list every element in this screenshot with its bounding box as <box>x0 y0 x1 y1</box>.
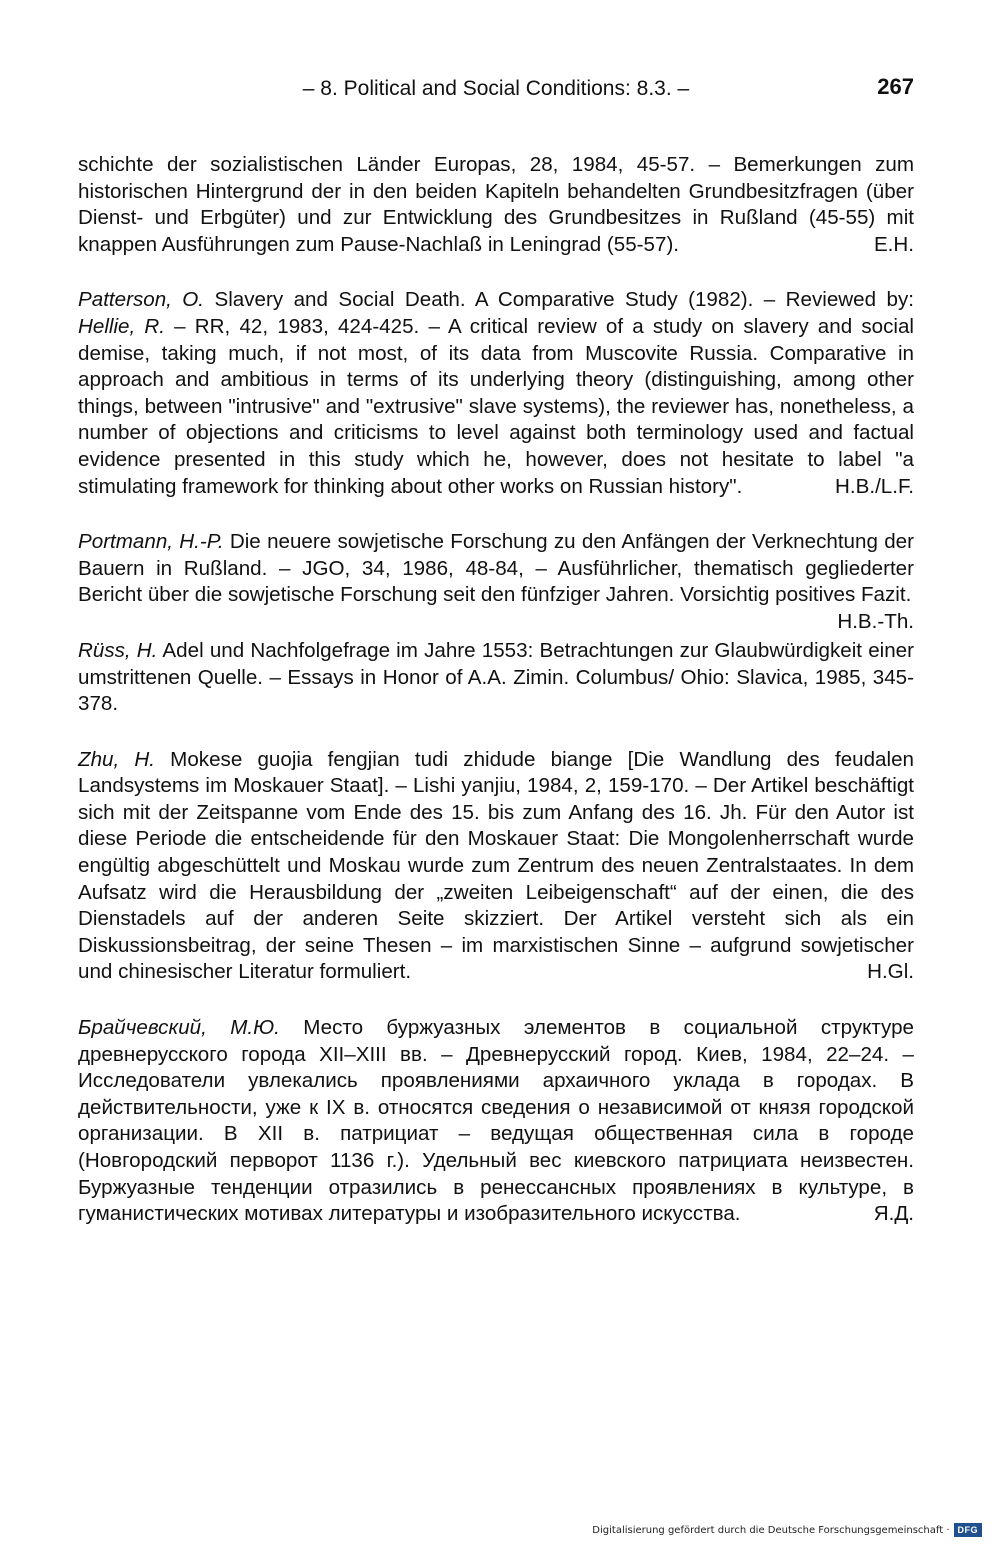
bibliography-entry <box>78 747 914 986</box>
bibliography-entry <box>78 152 914 258</box>
entry-text: Adel und Nachfolgefrage im Jahre 1553: Betrachtungen zur Glaubwürdigkeit einer umstrittenen Quelle. – Essays in Honor of A.A. Zimin. Columbus/ Ohio: Slavica, 1985, 345-378. <box>78 638 914 716</box>
bibliography-entry <box>78 529 914 633</box>
entry-author: Zhu, H. <box>78 747 155 771</box>
reviewer-initials: H.B.-Th. <box>837 609 914 633</box>
entry-text: Slavery and Social Death. A Comparative Study (1982). – Reviewed by: <box>204 288 914 312</box>
reviewer-initials: H.Gl. <box>867 960 914 984</box>
entry-author: Patterson, O. <box>78 288 205 312</box>
running-head: – 8. Political and Social Conditions: 8.3. – <box>302 77 690 100</box>
reviewer-initials: H.B./L.F. <box>835 474 914 498</box>
credit-text: Digitalisierung gefördert durch die Deutsche Forschungsgemeinschaft · <box>592 1524 950 1536</box>
entry-author: Rüss, H. <box>78 638 158 662</box>
entry-text: schichte der sozialistischen Länder Europas, 28, 1984, 45-57. – Bemerkungen zum historischen Hintergrund der in den beiden Kapiteln behandelten Grundbesitzfragen (über Dienst- und Erbgüter) und zur Entwicklung des Grundbesitzes in Rußland (45-55) mit knappen Ausführungen zum Pause-Nachlaß in Leningrad (55-57). <box>78 153 914 256</box>
bibliography-entry <box>78 1015 914 1228</box>
entry-text: Место буржуазных элементов в социальной структуре древнерусского города XII–XIII вв. – Древнерусский город. Киев, 1984, 22–24. – Исследователи увлекались проявлениями архаичного уклада в городах. В действительности, уже к IX в. относятся сведения о независимой от князя городской организации. В XII в. патрициат – ведущая общественная сила в городе (Новгородский перворот 1136 г.). Удельный вес киевского патрициата неизвестен. Буржуазные тенденции отразились в ренессансных проявлениях в культуре, в гуманистических мотивах литературы и изобразительного искусства. <box>78 1016 914 1226</box>
reviewer-initials: Я.Д. <box>873 1202 914 1226</box>
entry-reviewer: Hellie, R. <box>78 314 165 338</box>
digitization-credit <box>592 1521 982 1539</box>
page-number: 267 <box>877 74 914 99</box>
bibliography-entries <box>78 152 914 1257</box>
entry-text: – RR, 42, 1983, 424-425. – A critical review of a study on slavery and social demise, taking much, if not most, of its data from Muscovite Russia. Comparative in approach and ambitious in terms of its underlying theory (distinguishing, among other things, between "intrusive" and "extrusive" slave systems), the reviewer has, nonetheless, a number of objections and criticisms to level against both terminology used and factual evidence presented in this study which he, however, does not hesitate to label "a stimulating framework for thinking about other works on Russian history". <box>78 314 914 498</box>
page-header <box>78 74 914 108</box>
entry-author: Брайчевский, М.Ю. <box>78 1016 280 1040</box>
entry-author: Portmann, H.-P. <box>78 530 224 554</box>
entry-text: Mokese guojia fengjian tudi zhidude biange [Die Wandlung des feudalen Landsystems im Moskauer Staat]. – Lishi yanjiu, 1984, 2, 159-170. – Der Artikel beschäftigt sich mit der Zeitspanne vom Ende des 15. bis zum Anfang des 16. Jh. Für den Autor ist diese Periode die entscheidende für den Moskauer Staat: Die Mongolenherrschaft wurde engültig abgeschüttelt und Moskau wurde zum Zentrum des neuen Zentralstaates. In dem Aufsatz wird die Herausbildung der „zweiten Leibeigenschaft“ auf der einen, die des Dienstadels auf der anderen Seite skizziert. Der Artikel versteht sich als ein Diskussionsbeitrag, der seine Thesen – im marxistischen Sinne – aufgrund sowjetischer und chinesischer Literatur formuliert. <box>78 747 914 984</box>
bibliography-entry <box>78 638 914 718</box>
reviewer-initials: E.H. <box>873 232 914 256</box>
bibliography-entry <box>78 287 914 500</box>
entry-text: Die neuere sowjetische Forschung zu den Anfängen der Verknechtung der Bauern in Rußland. – JGO, 34, 1986, 48-84, – Ausführlicher, thematisch gegliederter Bericht über die sowjetische Forschung seit den fünfziger Jahren. Vorsichtig positives Fazit. <box>78 530 914 607</box>
dfg-logo-icon: DFG <box>954 1523 983 1537</box>
